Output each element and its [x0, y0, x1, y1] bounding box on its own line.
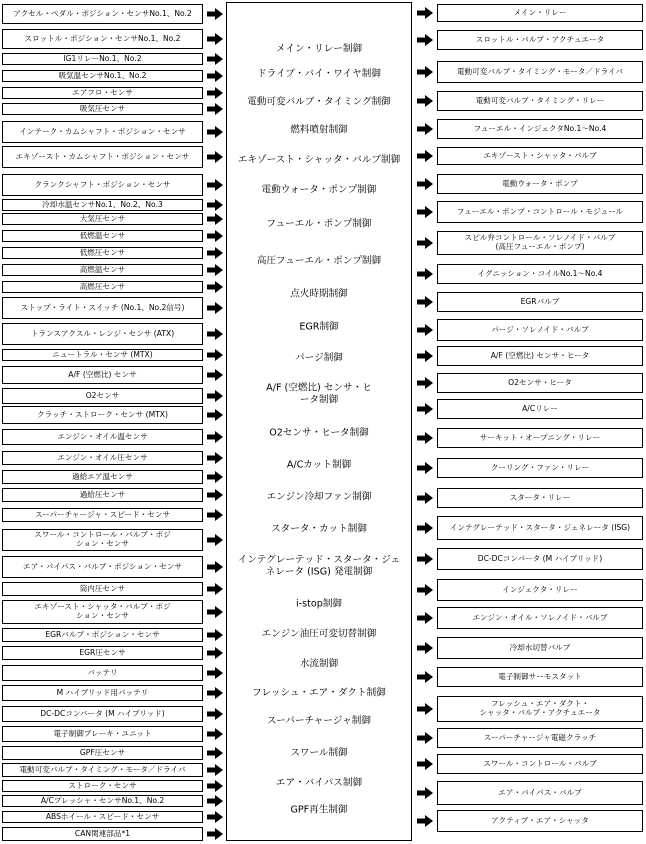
output-actuator-box: イグニッション・コイルNo.1～No.4	[437, 264, 643, 284]
input-sensor-box: ニュートラル・センサ (MTX)	[2, 349, 203, 361]
arrow-right-icon	[207, 349, 223, 361]
arrow-right-icon	[417, 268, 433, 280]
arrow-right-icon	[207, 213, 223, 225]
input-sensor-box: バッテリ	[2, 665, 203, 681]
arrow-right-icon	[207, 53, 223, 65]
output-actuator-box: A/F (空燃比) センサ・ヒータ	[437, 346, 643, 366]
control-function-label: A/F (空燃比) センサ・ヒ ータ制御	[266, 382, 372, 405]
control-function-label: メイン・リレー制御	[275, 43, 363, 55]
arrow-right-icon	[207, 489, 223, 501]
arrow-right-icon	[417, 671, 433, 683]
output-actuator-box: 電動ウォータ・ポンプ	[437, 174, 643, 194]
arrow-right-icon	[417, 612, 433, 624]
input-sensor-box: 高燃温センサ	[2, 264, 203, 276]
output-actuator-box: エキゾースト・シャッタ・バルブ	[437, 147, 643, 165]
input-sensor-box: EGR圧センサ	[2, 646, 203, 660]
input-sensor-box: GPF圧センサ	[2, 746, 203, 760]
input-sensor-box: エンジン・オイル圧センサ	[2, 451, 203, 465]
input-sensor-box: エキゾースト・カムシャフト・ポジション・センサ	[2, 146, 203, 168]
output-actuator-box: フューエル・ポンプ・コントロール・モジュール	[437, 201, 643, 223]
input-sensor-box: 電子制御ブレーキ・ユニット	[2, 726, 203, 742]
input-sensor-box: 吸気圧センサ	[2, 103, 203, 115]
control-function-label: 電動可変バルブ・タイミング制御	[247, 96, 391, 108]
arrow-right-icon	[417, 178, 433, 190]
arrow-right-icon	[207, 281, 223, 293]
arrow-right-icon	[417, 462, 433, 474]
arrow-right-icon	[417, 703, 433, 715]
input-sensor-box: アクセル・ペダル・ポジション・センサNo.1、No.2	[2, 4, 203, 24]
input-sensor-box: A/Cプレッシャ・センサNo.1、No.2	[2, 795, 203, 807]
arrow-right-icon	[207, 764, 223, 776]
control-function-label: 電動ウォータ・ポンプ制御	[261, 184, 377, 196]
output-actuator-box: メイン・リレー	[437, 4, 643, 22]
arrow-right-icon	[207, 708, 223, 720]
arrow-right-icon	[207, 302, 223, 314]
arrow-right-icon	[207, 583, 223, 595]
input-sensor-box: ABSホイール・スピード・センサ	[2, 811, 203, 823]
output-actuator-box: 冷却水切替バルブ	[437, 637, 643, 659]
arrow-right-icon	[207, 264, 223, 276]
control-function-label: フューエル・ポンプ制御	[266, 218, 372, 230]
arrow-right-icon	[207, 561, 223, 573]
arrow-right-icon	[417, 432, 433, 444]
output-actuator-box: スロットル・バルブ・アクチュエータ	[437, 30, 643, 50]
input-sensor-box: 筒内圧センサ	[2, 582, 203, 596]
input-sensor-box: 冷却水温センサNo.1、No.2、No.3	[2, 199, 203, 211]
input-sensor-box: DC-DCコンバータ (M ハイブリッド)	[2, 706, 203, 722]
arrow-right-icon	[207, 179, 223, 191]
output-actuator-box: アクティブ・エア・シャッタ	[437, 810, 643, 832]
arrow-right-icon	[207, 728, 223, 740]
output-actuator-box: 電動可変バルブ・タイミング・リレー	[437, 91, 643, 111]
input-sensor-box: エキゾースト・シャッタ・バルブ・ポジ ション・センサ	[2, 600, 203, 624]
arrow-right-icon	[207, 509, 223, 521]
input-sensor-box: インテーク・カムシャフト・ポジション・センサ	[2, 121, 203, 143]
control-function-label: O2センサ・ヒータ制御	[269, 427, 369, 439]
arrow-right-icon	[207, 33, 223, 45]
output-actuator-box: インジェクタ・リレー	[437, 579, 643, 601]
pcm-control-box	[226, 2, 412, 841]
input-sensor-box: スーパーチャージャ・スピード・センサ	[2, 508, 203, 522]
control-function-label: エンジン冷却ファン制御	[266, 491, 372, 503]
control-function-label: GPF再生制御	[290, 804, 348, 816]
arrow-right-icon	[207, 431, 223, 443]
input-sensor-box: スワール・コントロール・バルブ・ポジ ション・センサ	[2, 529, 203, 551]
input-sensor-box: ストローク・センサ	[2, 780, 203, 792]
output-actuator-box: EGRバルブ	[437, 292, 643, 312]
control-function-label: 水流制御	[299, 658, 339, 670]
arrow-right-icon	[207, 8, 223, 20]
arrow-right-icon	[207, 795, 223, 807]
control-function-label: インテグレーテッド・スタータ・ジェ ネレータ (ISG) 発電制御	[237, 554, 401, 577]
input-sensor-box: エンジン・オイル温センサ	[2, 429, 203, 445]
output-actuator-box: 電動可変バルブ・タイミング・モータ／ドライバ	[437, 61, 643, 83]
control-function-label: ドライブ・バイ・ワイヤ制御	[257, 68, 381, 80]
control-function-label: フレッシュ・エア・ダクト制御	[252, 687, 386, 699]
output-actuator-box: スーパーチャージャ電磁クラッチ	[437, 728, 643, 748]
output-actuator-box: パージ・ソレノイド・バルブ	[437, 319, 643, 341]
arrow-right-icon	[207, 390, 223, 402]
arrow-right-icon	[207, 811, 223, 823]
input-sensor-box: エア・バイパス・バルブ・ポジション・センサ	[2, 556, 203, 578]
input-sensor-box: 低燃圧センサ	[2, 247, 203, 259]
output-actuator-box: 電子制御サーモスタット	[437, 667, 643, 687]
arrow-right-icon	[417, 350, 433, 362]
arrow-right-icon	[207, 230, 223, 242]
arrow-right-icon	[207, 103, 223, 115]
control-function-label: エキゾースト・シャッタ・バルブ制御	[237, 154, 401, 166]
input-sensor-box: 大気圧センサ	[2, 213, 203, 225]
arrow-right-icon	[207, 87, 223, 99]
input-sensor-box: 高燃圧センサ	[2, 281, 203, 293]
arrow-right-icon	[207, 328, 223, 340]
arrow-right-icon	[417, 522, 433, 534]
arrow-right-icon	[417, 324, 433, 336]
input-sensor-box: 過給エア温センサ	[2, 470, 203, 484]
arrow-right-icon	[417, 642, 433, 654]
output-actuator-box: フレッシュ・エア・ダクト・ シャッタ・バルブ・アクチュエータ	[437, 696, 643, 722]
control-function-label: スーパーチャージャ制御	[267, 715, 371, 727]
output-actuator-box: インテグレーテッド・スタータ・ジェネレータ (ISG)	[437, 516, 643, 540]
arrow-right-icon	[207, 471, 223, 483]
output-actuator-box: フューエル・インジェクタNo.1～No.4	[437, 119, 643, 139]
arrow-right-icon	[417, 95, 433, 107]
arrow-right-icon	[207, 606, 223, 618]
arrow-right-icon	[207, 629, 223, 641]
input-sensor-box: 電動可変バルブ・タイミング・モータ／ドライバ	[2, 763, 203, 777]
output-actuator-box: スピル弁コントロール・ソレノイド・バルブ (高圧フューエル・ポンプ)	[437, 231, 643, 255]
control-function-label: EGR制御	[299, 321, 339, 333]
arrow-right-icon	[207, 647, 223, 659]
arrow-right-icon	[417, 787, 433, 799]
input-sensor-box: EGRバルブ・ポジション・センサ	[2, 628, 203, 642]
arrow-right-icon	[417, 66, 433, 78]
output-actuator-box: サーキット・オープニング・リレー	[437, 428, 643, 448]
output-actuator-box: スワール・コントロール・バルブ	[437, 754, 643, 774]
arrow-right-icon	[207, 667, 223, 679]
control-function-label: 高圧フューエル・ポンプ制御	[256, 255, 382, 267]
arrow-right-icon	[207, 70, 223, 82]
arrow-right-icon	[207, 126, 223, 138]
arrow-right-icon	[417, 150, 433, 162]
arrow-right-icon	[207, 369, 223, 381]
control-function-label: スタータ・カット制御	[271, 523, 367, 535]
control-function-label: エンジン油圧可変切替制御	[261, 628, 377, 640]
arrow-right-icon	[207, 247, 223, 259]
input-sensor-box: IG1リレーNo.1、No.2	[2, 53, 203, 65]
control-function-label: A/Cカット制御	[286, 459, 352, 471]
arrow-right-icon	[417, 403, 433, 415]
arrow-right-icon	[417, 206, 433, 218]
arrow-right-icon	[207, 534, 223, 546]
control-function-label: 燃料噴射制御	[290, 124, 348, 136]
arrow-right-icon	[417, 732, 433, 744]
arrow-right-icon	[207, 409, 223, 421]
arrow-right-icon	[207, 687, 223, 699]
arrow-right-icon	[207, 151, 223, 163]
arrow-right-icon	[417, 296, 433, 308]
control-function-label: i-stop制御	[295, 598, 343, 610]
arrow-right-icon	[417, 492, 433, 504]
input-sensor-box: クランクシャフト・ポジション・センサ	[2, 174, 203, 196]
output-actuator-box: クーリング・ファン・リレー	[437, 458, 643, 478]
input-sensor-box: トランスアクスル・レンジ・センサ (ATX)	[2, 323, 203, 345]
input-sensor-box: 低燃温センサ	[2, 230, 203, 242]
input-sensor-box: クラッチ・ストローク・センサ (MTX)	[2, 406, 203, 424]
input-sensor-box: スロットル・ポジション・センサNo.1、No.2	[2, 29, 203, 49]
arrow-right-icon	[207, 452, 223, 464]
arrow-right-icon	[417, 584, 433, 596]
arrow-right-icon	[207, 780, 223, 792]
input-sensor-box: M ハイブリッド用バッテリ	[2, 685, 203, 701]
output-actuator-box: スタータ・リレー	[437, 488, 643, 508]
output-actuator-box: エンジン・オイル・ソレノイド・バルブ	[437, 607, 643, 629]
control-function-label: スワール制御	[290, 747, 348, 759]
input-sensor-box: CAN関連部品*1	[2, 827, 203, 841]
arrow-right-icon	[417, 7, 433, 19]
arrow-right-icon	[207, 747, 223, 759]
input-sensor-box: ストップ・ライト・スイッチ (No.1、No.2信号)	[2, 297, 203, 319]
input-sensor-box: A/F (空燃比) センサ	[2, 366, 203, 384]
arrow-right-icon	[417, 123, 433, 135]
arrow-right-icon	[417, 237, 433, 249]
output-actuator-box: エア・バイパス・バルブ	[437, 781, 643, 805]
control-function-label: パージ制御	[295, 352, 343, 364]
arrow-right-icon	[417, 377, 433, 389]
arrow-right-icon	[417, 758, 433, 770]
arrow-right-icon	[417, 553, 433, 565]
arrow-right-icon	[417, 815, 433, 827]
output-actuator-box: O2センサ・ヒータ	[437, 373, 643, 393]
control-function-label: エア・バイパス制御	[275, 777, 363, 789]
arrow-right-icon	[207, 828, 223, 840]
input-sensor-box: エアフロ・センサ	[2, 87, 203, 99]
output-actuator-box: A/Cリレー	[437, 399, 643, 419]
input-sensor-box: 過給圧センサ	[2, 488, 203, 502]
arrow-right-icon	[207, 199, 223, 211]
input-sensor-box: 吸気温センサNo.1、No.2	[2, 70, 203, 82]
arrow-right-icon	[417, 34, 433, 46]
output-actuator-box: DC-DCコンバータ (M ハイブリッド)	[437, 548, 643, 570]
input-sensor-box: O2センサ	[2, 388, 203, 404]
control-function-label: 点火時期制御	[290, 288, 348, 300]
